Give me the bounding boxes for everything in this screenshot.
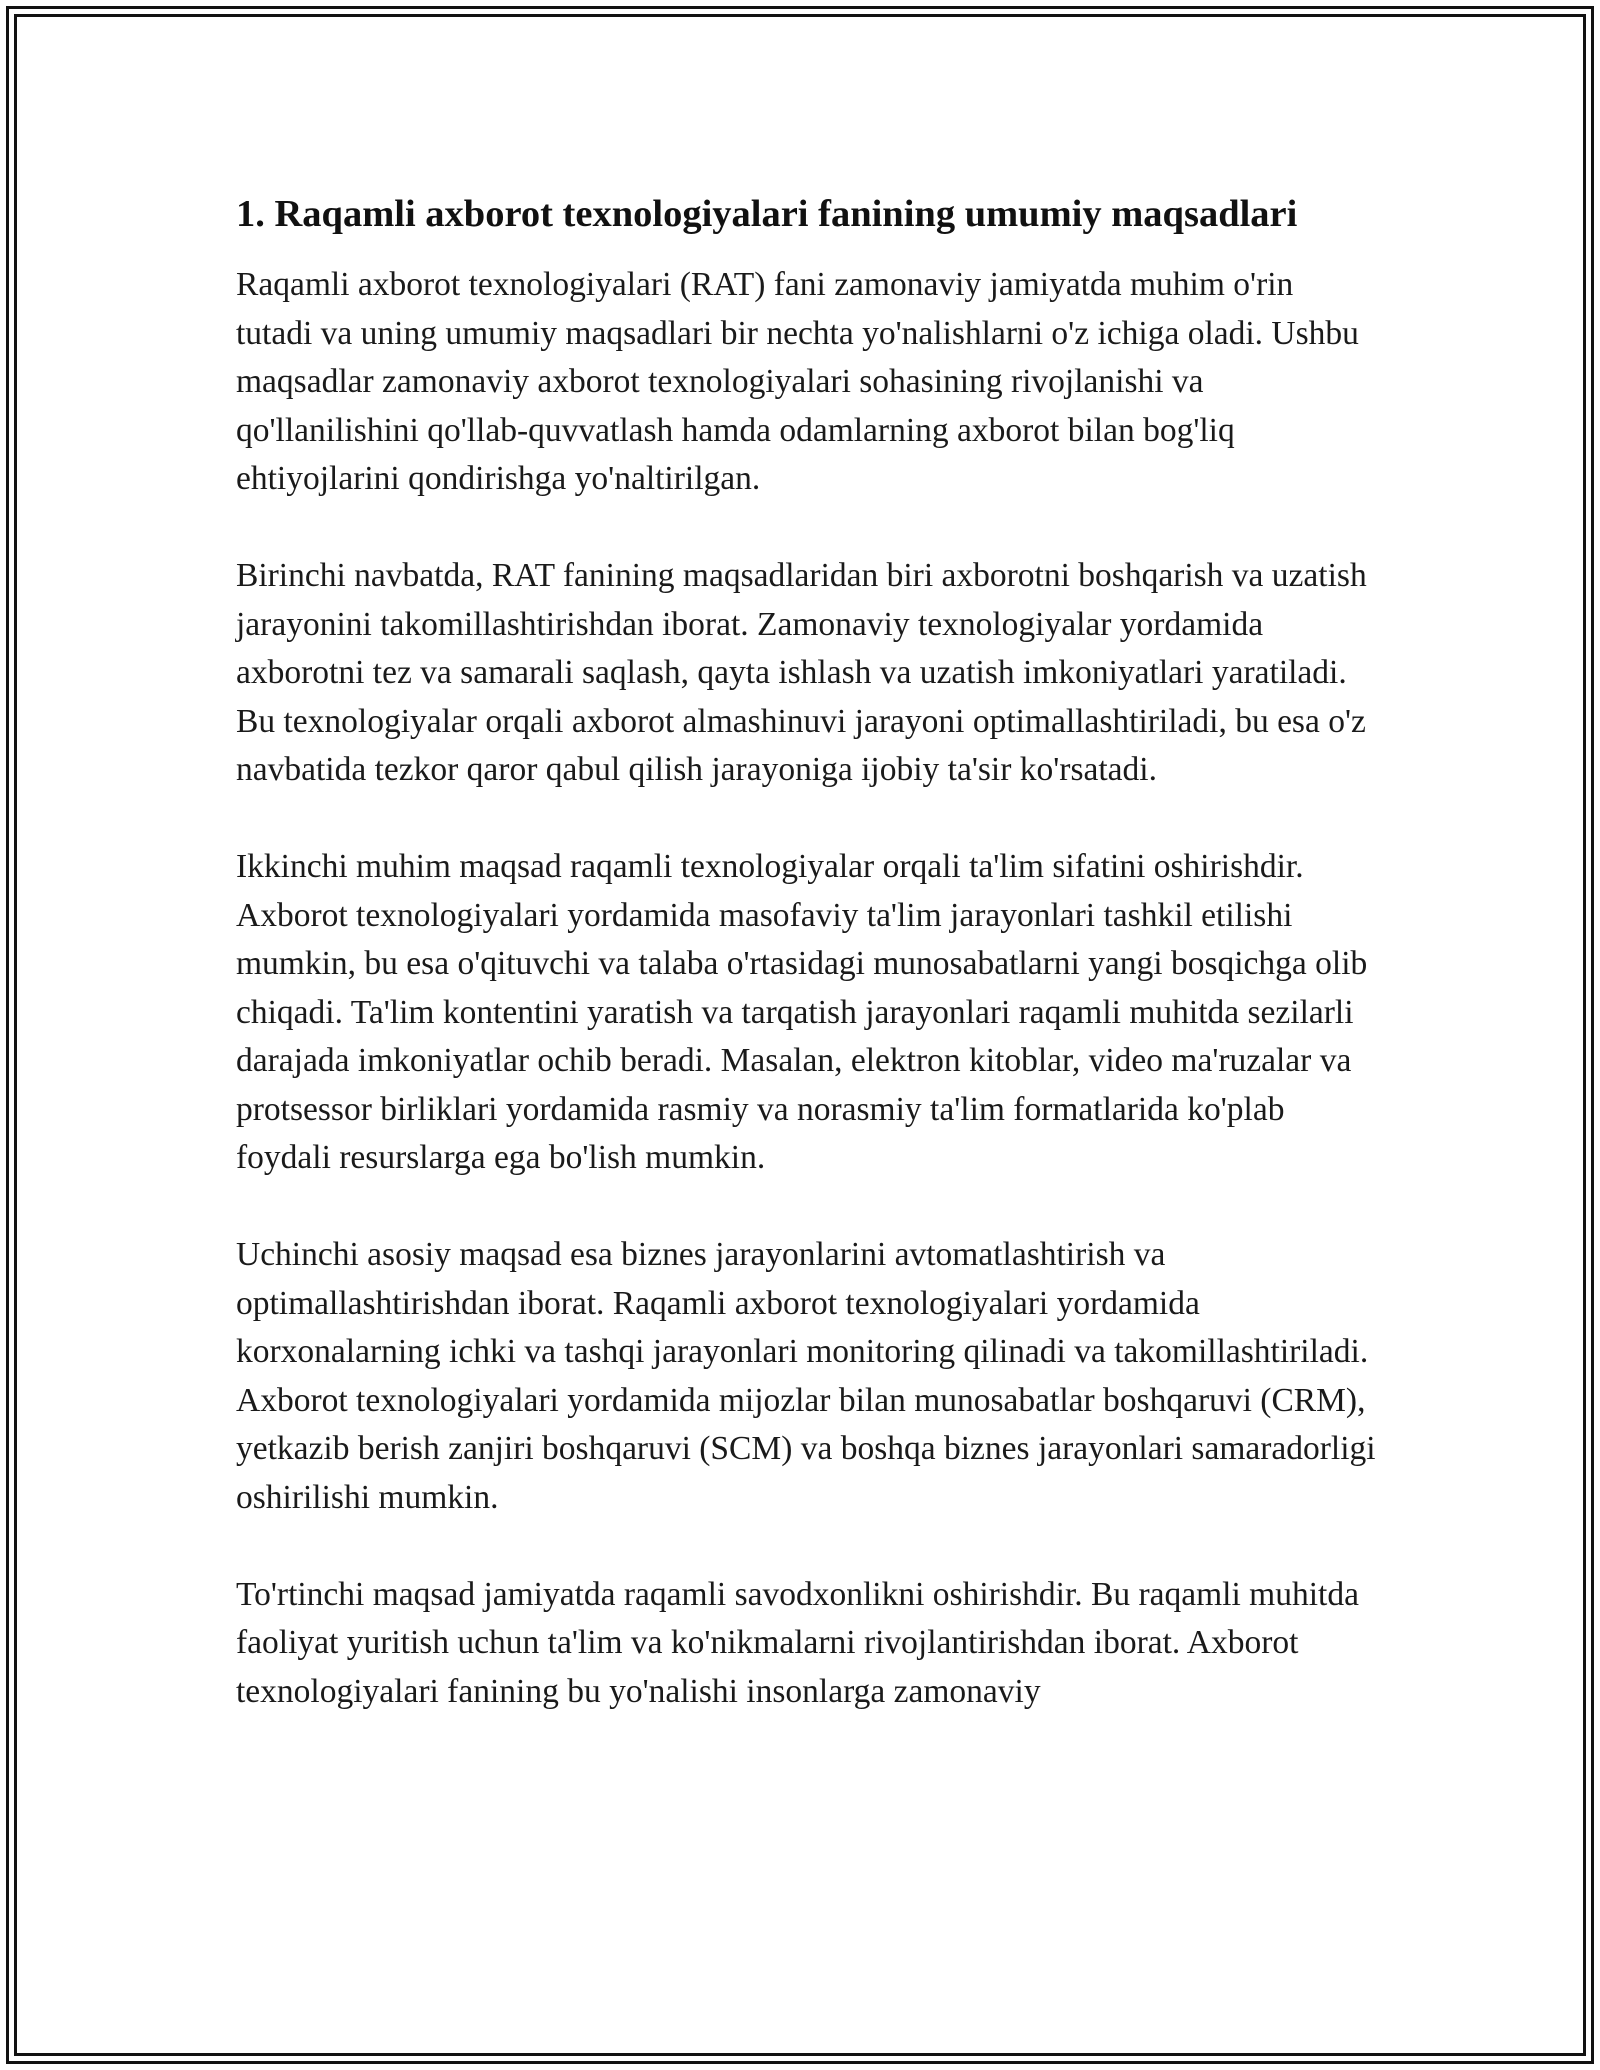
paragraph-intro: Raqamli axborot texnologiyalari (RAT) fani zamonaviy jamiyatda muhim o'rin tutadi va uning umumiy maqsadlari bir nechta yo'nalishlarni o'z ichiga oladi. Ushbu maqsadlar zamonaviy axborot texnologiyalari sohasining rivojlanishi va qo'llanilishini qo'llab-quvvatlash hamda odamlarning axborot bilan bog'liq ehtiyojlarini qondirishga yo'naltirilgan. [236,266,1359,497]
document-body [236,186,1376,1716]
paragraph-third-goal: Uchinchi asosiy maqsad esa biznes jarayonlarini avtomatlashtirish va optimallashtirishdan iborat. Raqamli axborot texnologiyalari yordamida korxonalarning ichki va tashqi jarayonlari monitoring qilinadi va takomillashtiriladi. Axborot texnologiyalari yordamida mijozlar bilan munosabatlar boshqaruvi (CRM), yetkazib berish zanjiri boshqaruvi (SCM) va boshqa biznes jarayonlari samaradorligi oshirilishi mumkin. [236,1236,1376,1516]
paragraph-fourth-goal: To'rtinchi maqsad jamiyatda raqamli savodxonlikni oshirishdir. Bu raqamli muhitda faoliyat yuritish uchun ta'lim va ko'nikmalarni rivojlantirishdan iborat. Axborot texnologiyalari fanining bu yo'nalishi insonlarga zamonaviy [236,1575,1359,1710]
section-title: 1. Raqamli axborot texnologiyalari fanining umumiy maqsadlari [236,193,1298,235]
paragraph-second-goal: Ikkinchi muhim maqsad raqamli texnologiyalar orqali ta'lim sifatini oshirishdir. Axborot texnologiyalari yordamida masofaviy ta'lim jarayonlari tashkil etilishi mumkin, bu esa o'qituvchi va talaba o'rtasidagi munosabatlarni yangi bosqichga olib chiqadi. Ta'lim kontentini yaratish va tarqatish jarayonlari raqamli muhitda sezilarli darajada imkoniyatlar ochib beradi. Masalan, elektron kitoblar, video ma'ruzalar va protsessor birliklari yordamida rasmiy va norasmiy ta'lim formatlarida ko'plab foydali resurslarga ega bo'lish mumkin. [236,848,1368,1176]
paragraph-first-goal: Birinchi navbatda, RAT fanining maqsadlaridan biri axborotni boshqarish va uzatish jarayonini takomillashtirishdan iborat. Zamonaviy texnologiyalar yordamida axborotni tez va samarali saqlash, qayta ishlash va uzatish imkoniyatlari yaratiladi. Bu texnologiyalar orqali axborot almashinuvi jarayoni optimallashtiriladi, bu esa o'z navbatida tezkor qaror qabul qilish jarayoniga ijobiy ta'sir ko'rsatadi. [236,557,1367,788]
